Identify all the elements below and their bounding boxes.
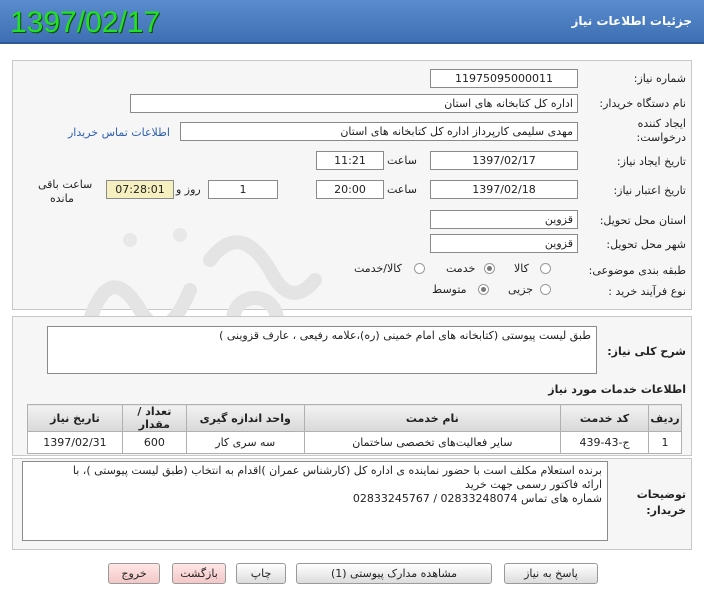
description-label: شرح کلی نیاز: xyxy=(607,345,686,358)
header-date: 1397/02/17 xyxy=(10,6,161,39)
category-option-goods-service: کالا/خدمت xyxy=(354,262,402,275)
validity-date-field: 1397/02/18 xyxy=(430,180,578,199)
category-option-goods: کالا xyxy=(514,262,529,275)
buyer-contact-link[interactable]: اطلاعات تماس خریدار xyxy=(68,126,170,139)
create-time-field: 11:21 xyxy=(316,151,384,170)
col-service-code: کد خدمت xyxy=(561,405,649,432)
process-label: نوع فرآیند خرید : xyxy=(608,285,686,298)
category-radio-service[interactable] xyxy=(484,263,495,274)
create-date-field: 1397/02/17 xyxy=(430,151,578,170)
col-row-number: ردیف xyxy=(648,405,681,432)
delivery-province-field: قزوین xyxy=(430,210,578,229)
cell-unit: سه سری کار xyxy=(186,432,304,454)
notes-label-1: توضیحات xyxy=(636,488,686,501)
services-section-title: اطلاعات خدمات مورد نیاز xyxy=(548,383,686,396)
services-header-row xyxy=(28,405,682,432)
creator-label-2: درخواست: xyxy=(636,131,686,144)
view-documents-button[interactable]: مشاهده مدارک پیوستی (1) xyxy=(296,563,492,584)
remaining-time-field: 07:28:01 xyxy=(106,180,174,199)
notes-line-2: ارائه فاکتور رسمی جهت خرید xyxy=(465,478,602,491)
need-number-label: شماره نیاز: xyxy=(633,72,686,85)
cell-service-code: ج-43-439 xyxy=(561,432,649,454)
creator-field: مهدی سلیمی کارپرداز اداره کل کتابخانه های استان xyxy=(180,122,578,141)
category-label: طبقه بندی موضوعی: xyxy=(588,264,686,277)
process-radio-minor[interactable] xyxy=(540,284,551,295)
description-text: طبق لیست پیوستی (کتابخانه های امام خمینی (ره)،علامه رفیعی ، عارف قزوینی ) xyxy=(47,326,597,374)
col-need-date: تاریخ نیاز xyxy=(28,405,123,432)
title-bar xyxy=(0,0,704,44)
remaining-label-2: مانده xyxy=(50,192,74,205)
services-table xyxy=(27,404,682,454)
back-button[interactable]: بازگشت xyxy=(172,563,226,584)
delivery-city-label: شهر محل تحویل: xyxy=(606,238,686,251)
create-time-label: ساعت xyxy=(387,154,417,167)
cell-need-date: 1397/02/31 xyxy=(28,432,123,454)
validity-date-label: تاریخ اعتبار نیاز: xyxy=(613,184,686,197)
col-service-name: نام خدمت xyxy=(304,405,560,432)
category-radio-goods-service[interactable] xyxy=(414,263,425,274)
creator-label-1: ایجاد کننده xyxy=(637,117,686,130)
notes-line-3: شماره های تماس 02833248074 / 02833245767 xyxy=(352,492,602,505)
validity-time-label: ساعت xyxy=(387,183,417,196)
process-radio-medium[interactable] xyxy=(478,284,489,295)
cell-service-name: سایر فعالیت‌های تخصصی ساختمان xyxy=(304,432,560,454)
delivery-city-field: قزوین xyxy=(430,234,578,253)
notes-label-2: خریدار: xyxy=(646,504,686,517)
print-button[interactable]: چاپ xyxy=(236,563,286,584)
need-number-field: 11975095000011 xyxy=(430,69,578,88)
process-option-medium: متوسط xyxy=(432,283,467,296)
delivery-province-label: استان محل تحویل: xyxy=(599,214,686,227)
col-quantity: تعداد / مقدار xyxy=(122,405,186,432)
notes-line-1: برنده استعلام مکلف است با حضور نماینده ی اداره کل (کارشناس عمران )اقدام به انتخاب (طبق لیست پیوستی )، با xyxy=(72,464,602,477)
create-date-label: تاریخ ایجاد نیاز: xyxy=(616,155,686,168)
cell-quantity: 600 xyxy=(122,432,186,454)
days-field: 1 xyxy=(208,180,278,199)
process-option-minor: جزیی xyxy=(508,283,534,296)
exit-button[interactable]: خروج xyxy=(108,563,160,584)
buyer-notes-text xyxy=(22,461,608,541)
category-radio-goods[interactable] xyxy=(540,263,551,274)
validity-time-field: 20:00 xyxy=(316,180,384,199)
remaining-label-1: ساعت باقی xyxy=(38,178,93,191)
days-label: روز و xyxy=(176,183,201,196)
col-unit: واحد اندازه گیری xyxy=(186,405,304,432)
reply-button[interactable]: پاسخ به نیاز xyxy=(504,563,598,584)
category-option-service: خدمت xyxy=(446,262,476,275)
buyer-org-label: نام دستگاه خریدار: xyxy=(599,97,686,110)
table-row xyxy=(28,432,682,454)
cell-row-number: 1 xyxy=(648,432,681,454)
page-title: جزئیات اطلاعات نیاز xyxy=(571,14,692,28)
buyer-org-field: اداره کل کتابخانه های استان xyxy=(130,94,578,113)
